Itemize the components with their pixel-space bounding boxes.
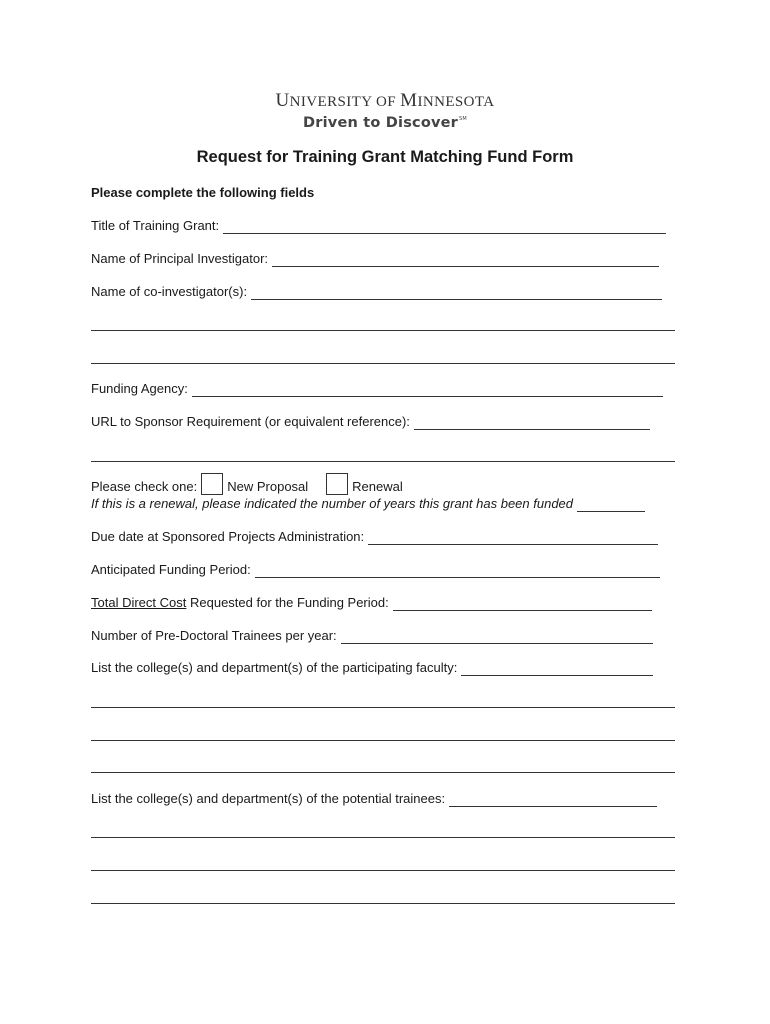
principal-investigator-input[interactable] — [272, 252, 659, 267]
field-training-grant-title — [91, 218, 666, 234]
field-label: Funding Agency: — [91, 381, 188, 396]
participating-faculty-extra-line-3[interactable] — [91, 772, 675, 773]
funding-agency-input[interactable] — [192, 382, 663, 397]
renewal-checkbox[interactable] — [326, 473, 348, 495]
potential-trainees-input[interactable] — [449, 792, 657, 807]
logo-university-name: UNIVERSITY OF MINNESOTA — [275, 90, 495, 111]
participating-faculty-extra-line-2[interactable] — [91, 740, 675, 741]
field-total-direct-cost — [91, 595, 652, 611]
due-date-input[interactable] — [368, 530, 658, 545]
check-one-label: Please check one: — [91, 479, 198, 494]
potential-trainees-extra-line-1[interactable] — [91, 837, 675, 838]
renewal-years-row — [91, 496, 645, 512]
participating-faculty-extra-line-1[interactable] — [91, 707, 675, 708]
co-investigators-extra-line-1[interactable] — [91, 330, 675, 331]
field-label: List the college(s) and department(s) of the potential trainees: — [91, 791, 446, 806]
co-investigators-extra-line-2[interactable] — [91, 363, 675, 364]
field-principal-investigator — [91, 251, 659, 267]
proposal-type-row — [91, 473, 403, 495]
new-proposal-label: New Proposal — [227, 479, 309, 494]
renewal-label: Renewal — [352, 479, 403, 494]
field-participating-faculty — [91, 660, 653, 676]
field-label: URL to Sponsor Requirement (or equivalent reference): — [91, 414, 410, 429]
field-label: Due date at Sponsored Projects Administration: — [91, 529, 365, 544]
field-label: Name of Principal Investigator: — [91, 251, 269, 266]
sponsor-url-input[interactable] — [414, 415, 650, 430]
form-title: Request for Training Grant Matching Fund Form — [196, 148, 574, 166]
field-label: Title of Training Grant: — [91, 218, 220, 233]
field-sponsor-url — [91, 414, 650, 430]
co-investigators-input[interactable] — [251, 285, 662, 300]
field-potential-trainees — [91, 791, 657, 807]
field-label: List the college(s) and department(s) of the participating faculty: — [91, 660, 458, 675]
logo-tagline: Driven to Discover℠ — [303, 115, 467, 131]
field-due-date — [91, 529, 658, 545]
field-funding-period — [91, 562, 660, 578]
potential-trainees-extra-line-3[interactable] — [91, 903, 675, 904]
field-pre-doctoral-trainees — [91, 628, 653, 644]
total-direct-cost-input[interactable] — [393, 596, 652, 611]
field-funding-agency — [91, 381, 663, 397]
funding-period-input[interactable] — [255, 563, 660, 578]
field-label: Name of co-investigator(s): — [91, 284, 248, 299]
participating-faculty-input[interactable] — [461, 661, 653, 676]
field-label: Number of Pre-Doctoral Trainees per year: — [91, 628, 337, 643]
field-label: Total Direct Cost Requested for the Funding Period: — [91, 595, 389, 610]
sponsor-url-extra-line[interactable] — [91, 461, 675, 462]
renewal-years-input[interactable] — [577, 497, 645, 512]
field-label: Anticipated Funding Period: — [91, 562, 251, 577]
potential-trainees-extra-line-2[interactable] — [91, 870, 675, 871]
training-grant-title-input[interactable] — [223, 219, 666, 234]
renewal-note: If this is a renewal, please indicated the number of years this grant has been funded — [91, 496, 574, 511]
form-instructions: Please complete the following fields — [91, 185, 315, 200]
university-logo — [0, 90, 770, 131]
pre-doctoral-trainees-input[interactable] — [341, 629, 653, 644]
field-co-investigators — [91, 284, 662, 300]
new-proposal-checkbox[interactable] — [201, 473, 223, 495]
